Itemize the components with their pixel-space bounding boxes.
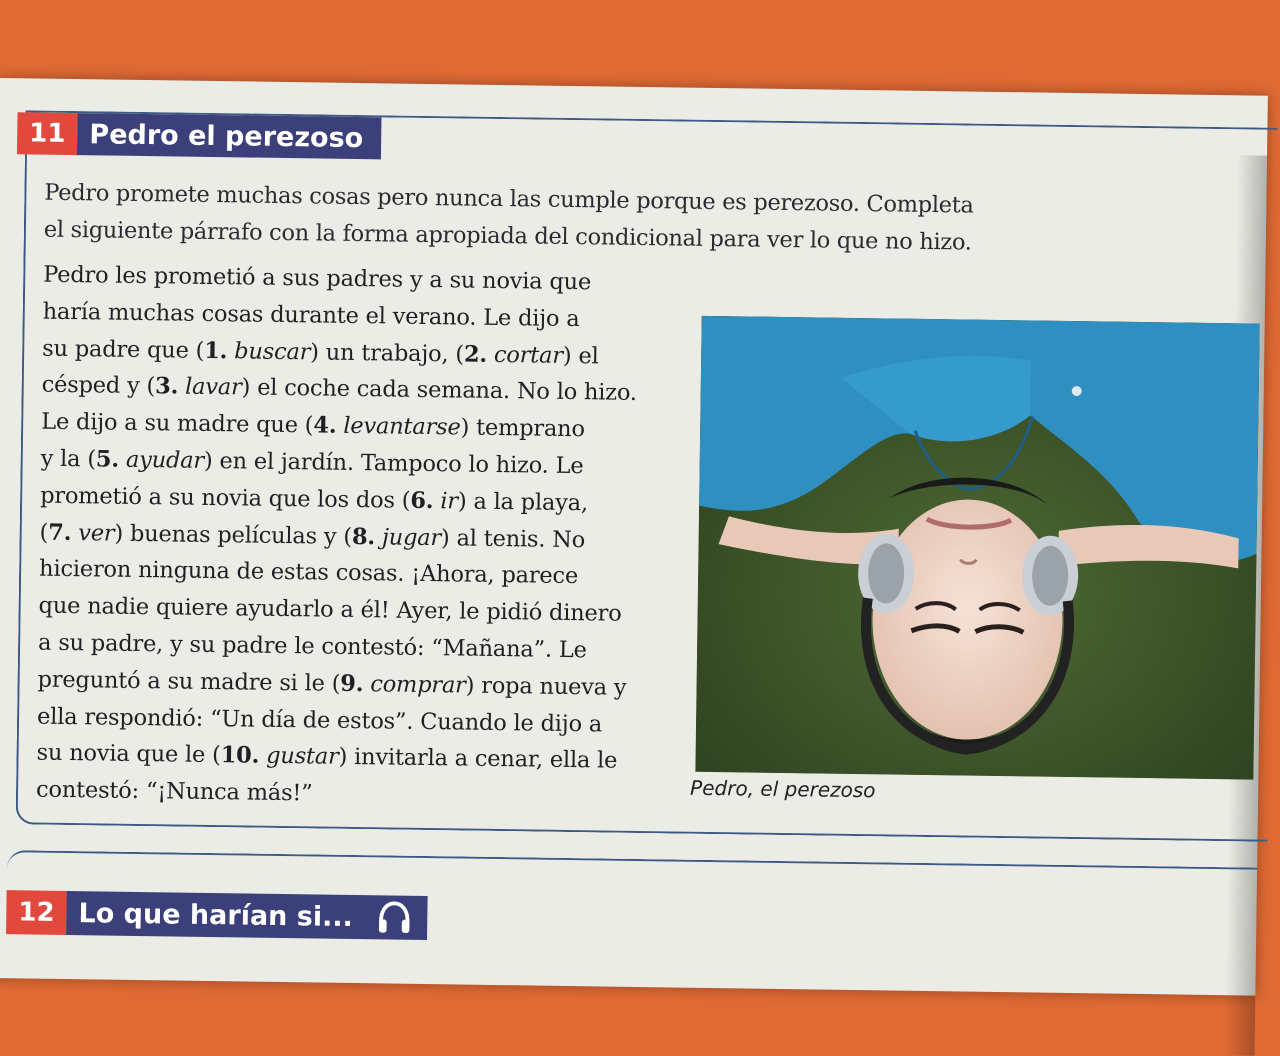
verb-prompt: gustar xyxy=(259,743,339,771)
blank-number: 5. xyxy=(95,446,120,473)
activity-title: Pedro el perezoso xyxy=(77,113,381,159)
verb-prompt: cortar xyxy=(486,341,564,369)
photo-illustration xyxy=(695,316,1259,780)
verb-prompt: ayudar xyxy=(118,446,205,474)
blank-number: 1. xyxy=(204,337,228,364)
passage-text: ) temprano xyxy=(460,414,585,443)
photo-caption: Pedro, el perezoso xyxy=(689,775,876,803)
passage-text: ) invitarla a cenar, ella le xyxy=(338,744,618,775)
activity-number: 12 xyxy=(6,890,67,935)
passage-text: Pedro les prometió a sus padres y a su novia que xyxy=(43,261,592,296)
activity-instructions xyxy=(44,175,1105,264)
passage-text: que nadie quiere ayudarlo a él! Ayer, le pidió dinero xyxy=(38,592,622,627)
instructions-line: el siguiente párrafo con la forma apropiada del condicional para ver lo que no hizo. xyxy=(43,216,972,256)
passage-text: a su padre, y su padre le contestó: “Mañana”. Le xyxy=(37,629,587,664)
passage-text: Le dijo a su madre que ( xyxy=(41,408,314,439)
blank-number: 9. xyxy=(340,670,364,697)
photo-pedro xyxy=(695,316,1259,780)
passage-text: haría muchas cosas durante el verano. Le dijo a xyxy=(42,298,580,332)
passage-text: prometió a su novia que los dos ( xyxy=(39,482,411,514)
blank-number: 4. xyxy=(313,412,337,439)
passage-text: su padre que ( xyxy=(42,335,205,364)
activity-11-header xyxy=(17,112,382,159)
verb-prompt: buscar xyxy=(227,337,311,365)
verb-prompt: ir xyxy=(433,487,459,515)
activity-number: 11 xyxy=(17,112,78,155)
passage-text: ) buenas películas y ( xyxy=(114,520,353,550)
blank-number: 6. xyxy=(410,487,434,514)
verb-prompt: comprar xyxy=(363,670,466,699)
headphones-icon xyxy=(375,898,414,937)
story-passage xyxy=(36,257,684,818)
textbook-page xyxy=(0,78,1268,996)
instructions-line: Pedro promete muchas cosas pero nunca las cumple porque es perezoso. Completa xyxy=(44,179,974,219)
passage-text: césped y ( xyxy=(41,372,156,400)
passage-text: y la ( xyxy=(40,445,97,473)
passage-text: ) al tenis. No xyxy=(440,524,586,553)
passage-text: ) en el jardín. Tampoco lo hizo. Le xyxy=(203,447,584,480)
passage-text: ) el xyxy=(562,342,599,369)
blank-number: 10. xyxy=(220,742,260,770)
verb-prompt: lavar xyxy=(178,373,242,401)
activity-title: Lo que harían si... xyxy=(78,897,354,933)
passage-text: ) ropa nueva y xyxy=(465,672,627,701)
passage-text: hicieron ninguna de estas cosas. ¡Ahora, parece xyxy=(38,555,579,590)
verb-prompt: ver xyxy=(71,519,115,547)
passage-text: ) un trabajo, ( xyxy=(310,338,465,368)
passage-text: ( xyxy=(39,519,49,546)
passage-text: ) el coche cada semana. No lo hizo. xyxy=(241,374,638,407)
verb-prompt: jugar xyxy=(374,523,442,551)
passage-text: preguntó a su madre si le ( xyxy=(37,666,341,697)
activity-title-wrapper xyxy=(66,891,427,940)
verb-prompt: levantarse xyxy=(336,412,461,441)
passage-text: contestó: “¡Nunca más!” xyxy=(35,776,313,807)
blank-number: 2. xyxy=(463,341,488,368)
passage-text: ella respondió: “Un día de estos”. Cuando le dijo a xyxy=(36,703,603,738)
passage-text: su novia que le ( xyxy=(36,739,221,769)
blank-number: 8. xyxy=(351,523,376,550)
activity-12-header xyxy=(6,890,427,940)
passage-text: ) a la playa, xyxy=(457,488,589,517)
blank-number: 3. xyxy=(154,373,179,400)
blank-number: 7. xyxy=(48,519,72,546)
